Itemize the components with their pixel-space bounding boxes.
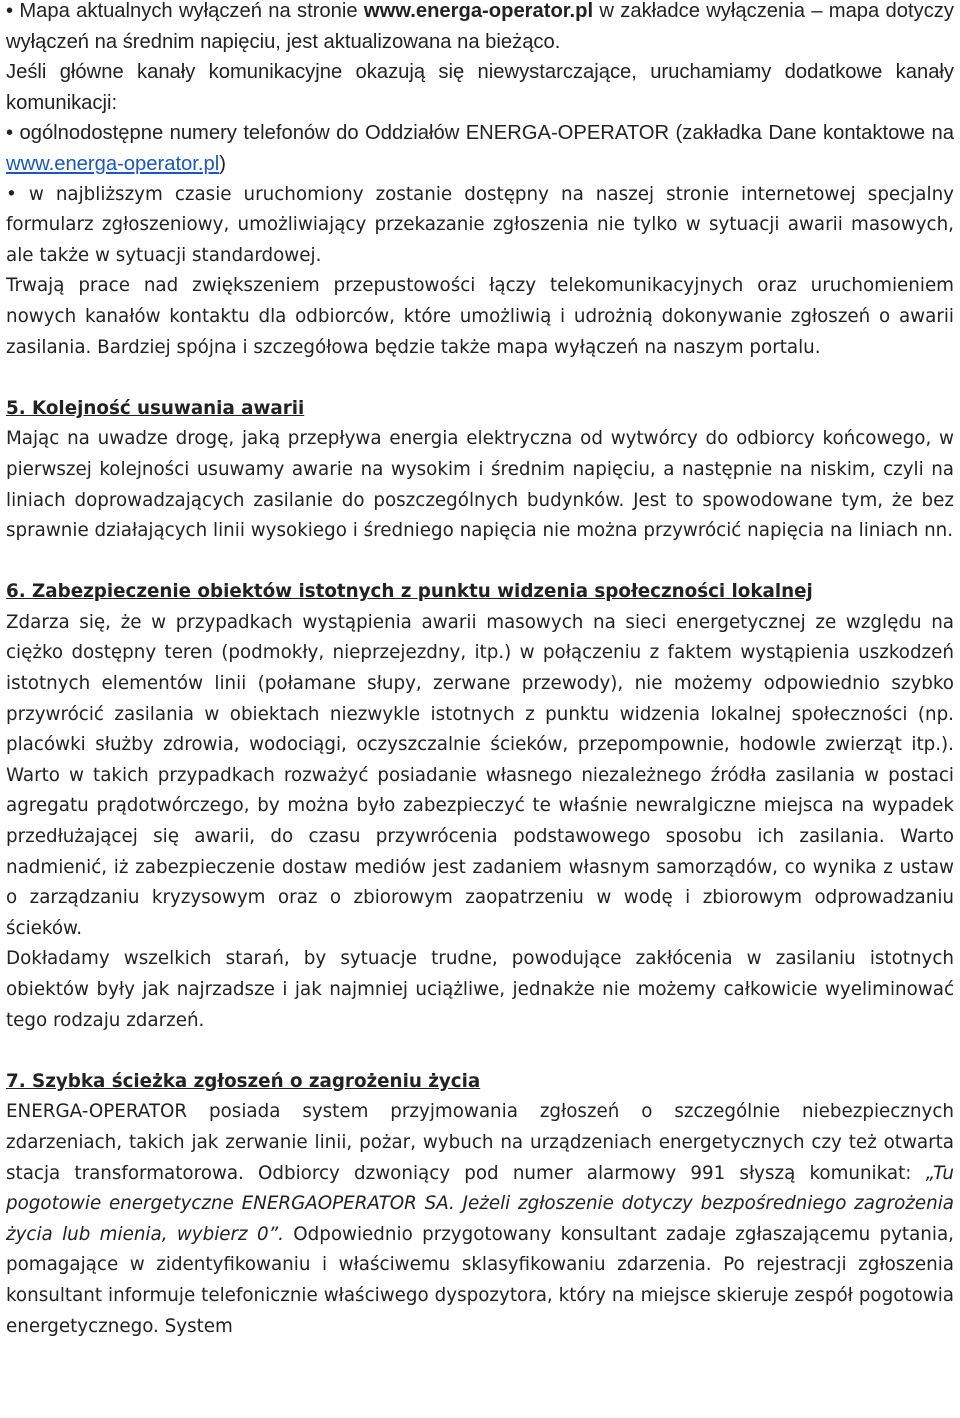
spacer [6,363,954,394]
section-5-text: Mając na uwadze drogę, jaką przepływa energia elektryczna od wytwórcy do odbiorcy końcowego, w pierwszej kolejności usuwamy awarie na wysokim i średnim napięciu, a następnie na niskim, czyli na liniach doprowadzających zasilanie do poszczególnych budynków. Jest to spowodowane tym, że bez sprawnie działających linii wysokiego i średniego napięcia nie można przywrócić napięcia na liniach nn. [6,428,954,542]
alarm-message-quote: „Tu pogotowie energetyczne ENERGAOPERATOR SA. Jeżeli zgłoszenie dotyczy bezpośredniego zagrożenia życia lub mienia, wybierz 0”. [6,1162,954,1245]
section-7-text-end: Odpowiednio przygotowany konsultant zadaje zgłaszającemu pytania, pomagające w zidentyfikowaniu i właściwemu sklasyfikowaniu zdarzenia. Po rejestracji zgłoszenia konsultant informuje telefonicznie właściwego dyspozytora, który na miejsce skieruje zespół pogotowia energetycznego. System [6,1223,954,1337]
phone-numbers-bullet [6,118,954,179]
capacity-paragraph: Trwają prace nad zwiększeniem przepustowości łączy telekomunikacyjnych oraz uruchomieniem nowych kanałów kontaktu dla odbiorców, które umożliwią i udrożnią dokonywanie zgłoszeń o awarii zasilania. Bardziej spójna i szczegółowa będzie także mapa wyłączeń na naszym portalu. [6,275,954,358]
contact-page-link[interactable]: www.energa-operator.pl [6,152,220,175]
phone-numbers-text-end: ) [219,152,226,175]
section-6-text: Zdarza się, że w przypadkach wystąpienia awarii masowych na sieci energetycznej ze względu na ciężko dostępny teren (podmokły, nieprzejezdny, itp.) w połączeniu z faktem wystąpienia uszkodzeń istotnych elementów linii (połamane słupy, zerwane przewody), nie możemy odpowiednio szybko przywrócić zasilania w obiektach niezwykle istotnych z punktu widzenia lokalnej społeczności (np. placówki służby zdrowia, wodociągi, oczyszczalnie ścieków, przepompownie, hodowle zwierząt itp.). Warto w takich przypadkach rozważyć posiadanie własnego niezależnego źródła zasilania w postaci agregatu prądotwórczego, by można było zabezpieczyć te właśnie newralgiczne miejsca na wypadek przedłużającej się awarii, do czasu przywrócenia podstawowego sposobu ich zasilania. Warto nadmienić, iż zabezpieczenie dostaw mediów jest zadaniem własnym samorządów, co wynika z ustaw o zarządzaniu kryzysowym oraz o zbiorowym zaopatrzeniu w wodę i zbiorowym odprowadzaniu ścieków. [6,611,954,939]
form-bullet: • w najbliższym czasie uruchomiony zostanie dostępny na naszej stronie internetowej specjalny formularz zgłoszeniowy, umożliwiający przekazanie zgłoszenia nie tylko w sytuacji awarii masowych, ale także w sytuacji standardowej. [6,180,954,272]
spacer [6,1036,954,1067]
phone-numbers-text: ogólnodostępne numery telefonów do Oddziałów ENERGA-OPERATOR (zakładka Dane kontaktowe na [19,122,954,145]
intro-map-bullet [6,0,954,57]
channels-paragraph: Jeśli główne kanały komunikacyjne okazują się niewystarczające, uruchamiamy dodatkowe kanały komunikacji: [6,61,954,114]
intro-map-text: Mapa aktualnych wyłączeń na stronie [19,0,364,22]
spacer [6,547,954,578]
section-7-heading: 7. Szybka ścieżka zgłoszeń o zagrożeniu życia [6,1070,481,1092]
section-7-text [6,1097,954,1342]
intro-map-text-end: w zakładce wyłączenia – mapa dotyczy wyłączeń na średnim napięciu, jest aktualizowana na bieżąco. [6,0,954,53]
energa-website-link[interactable]: www.energa-operator.pl [363,0,594,22]
section-7-text-start: ENERGA-OPERATOR posiada system przyjmowania zgłoszeń o szczególnie niebezpiecznych zdarzeniach, takich jak zerwanie linii, pożar, wybuch na urządzeniach energetycznych czy też otwarta stacja transformatorowa. Odbiorcy dzwoniący pod numer alarmowy 991 słyszą komunikat: [6,1101,954,1184]
section-6-text-2: Dokładamy wszelkich starań, by sytuacje trudne, powodujące zakłócenia w zasilaniu istotnych obiektów były jak najrzadsze i jak najmniej uciążliwe, jednakże nie możemy całkowicie wyeliminować tego rodzaju zdarzeń. [6,948,954,1031]
section-5-heading: 5. Kolejność usuwania awarii [6,397,305,419]
section-6-heading: 6. Zabezpieczenie obiektów istotnych z punktu widzenia społeczności lokalnej [6,581,813,603]
